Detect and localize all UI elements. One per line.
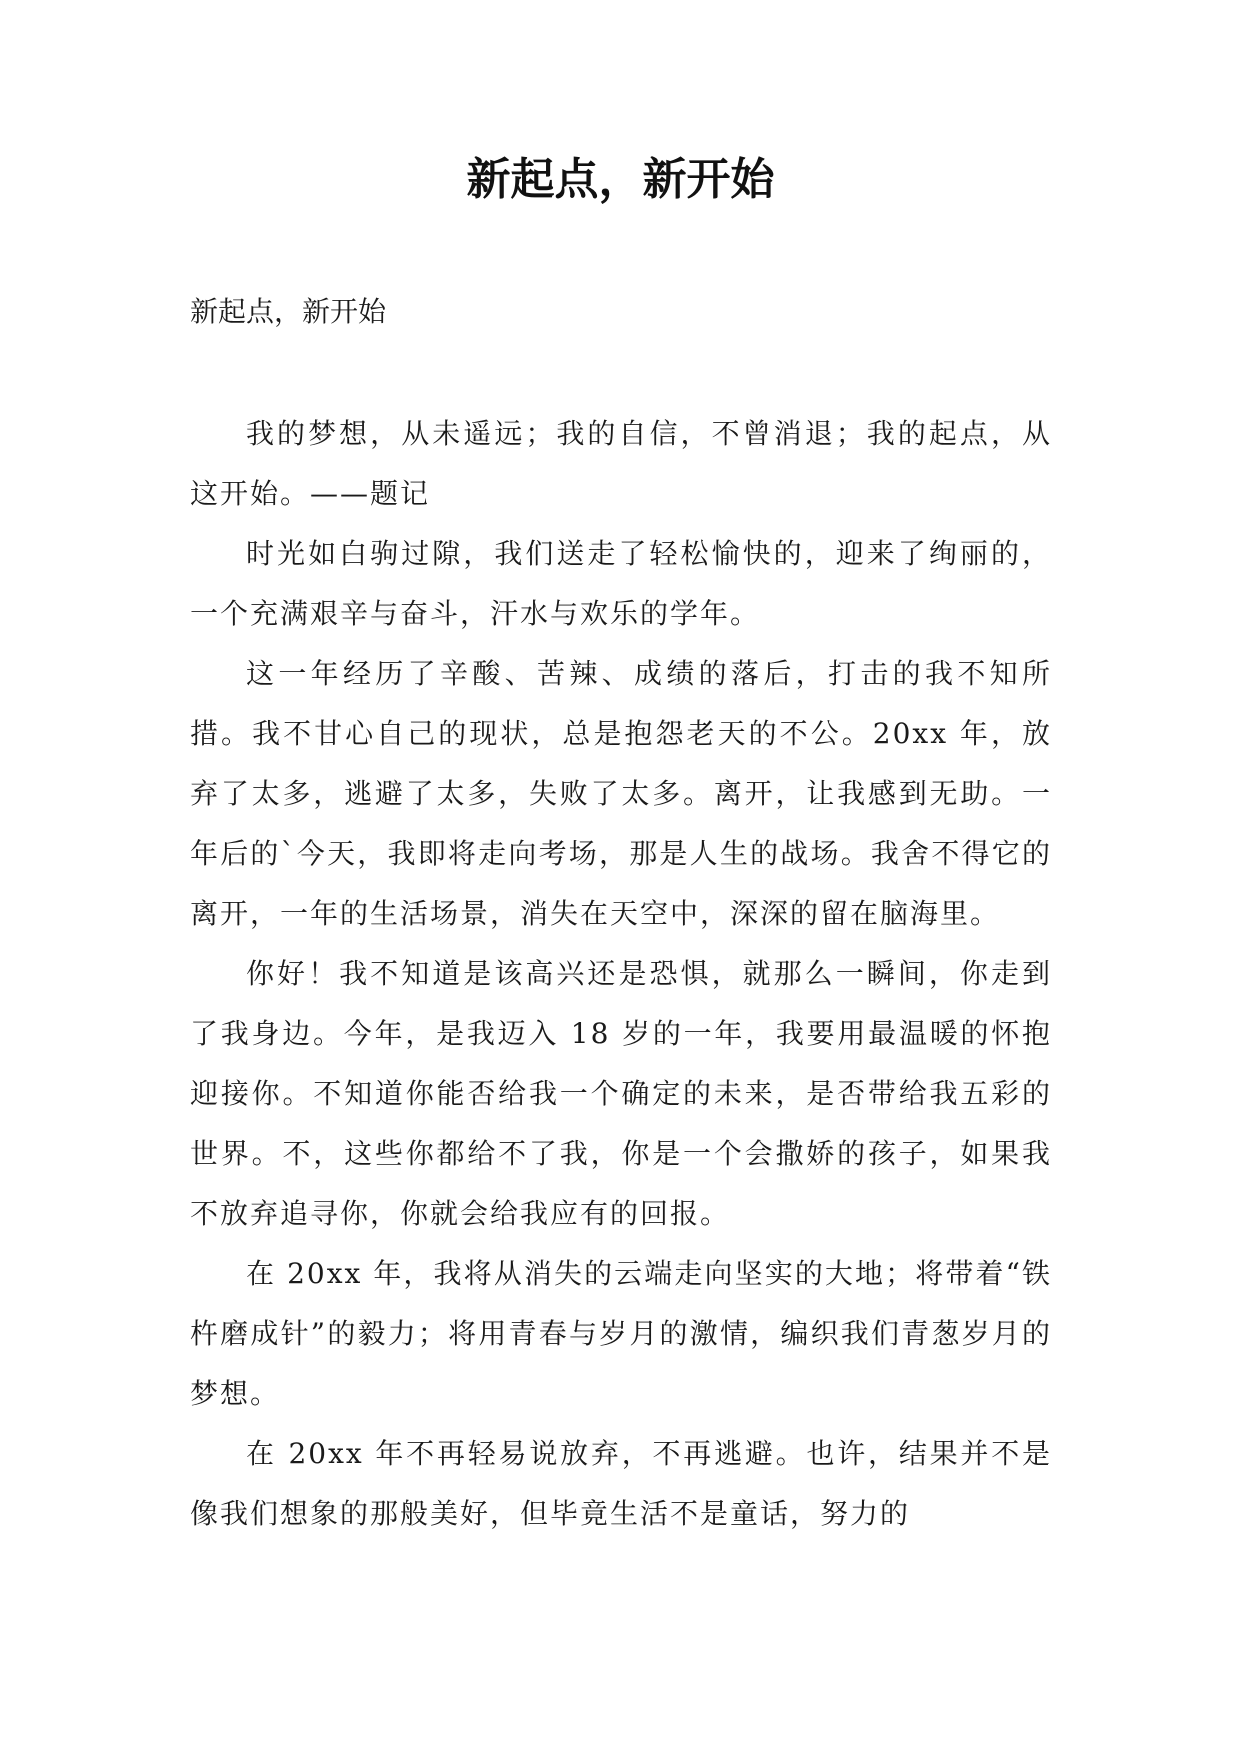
paragraph-epigraph: 我的梦想，从未遥远；我的自信，不曾消退；我的起点，从这开始。——题记 (190, 417, 1052, 510)
paragraph: 在 20xx 年不再轻易说放弃，不再逃避。也许，结果并不是像我们想象的那般美好，但毕竟生活不是童话，努力的 (190, 1437, 1052, 1530)
paragraph: 时光如白驹过隙，我们送走了轻松愉快的，迎来了绚丽的，一个充满艰辛与奋斗，汗水与欢乐的学年。 (190, 537, 1052, 630)
document-subtitle: 新起点，新开始 (190, 295, 387, 328)
paragraph: 这一年经历了辛酸、苦辣、成绩的落后，打击的我不知所措。我不甘心自己的现状，总是抱怨老天的不公。20xx 年，放弃了太多，逃避了太多，失败了太多。离开，让我感到无助。一年后的`今天，我即将走向考场，那是人生的战场。我舍不得它的离开，一年的生活场景，消失在天空中，深深的留在脑海里。 (190, 657, 1052, 930)
paragraph: 在 20xx 年，我将从消失的云端走向坚实的大地；将带着“铁杵磨成针”的毅力；将用青春与岁月的激情，编织我们青葱岁月的梦想。 (190, 1257, 1052, 1410)
paragraph: 你好！我不知道是该高兴还是恐惧，就那么一瞬间，你走到了我身边。今年，是我迈入 18 岁的一年，我要用最温暖的怀抱迎接你。不知道你能否给我一个确定的未来，是否带给我五彩的世界。不，这些你都给不了我，你是一个会撒娇的孩子，如果我不放弃追寻你，你就会给我应有的回报。 (190, 957, 1052, 1230)
document-body (190, 404, 1052, 1544)
document-title: 新起点，新开始 (466, 154, 775, 205)
